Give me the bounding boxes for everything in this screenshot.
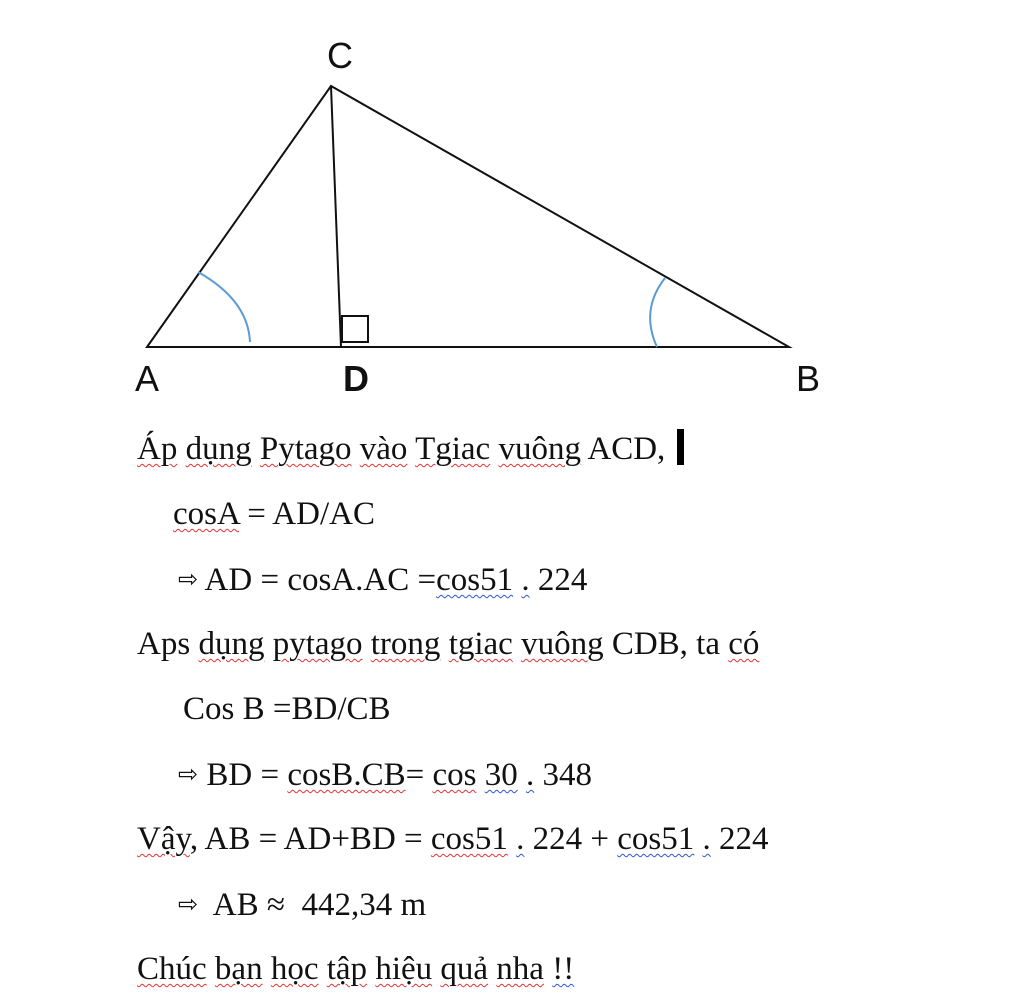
text: = AD/AC xyxy=(239,496,375,532)
text: Aps xyxy=(137,626,199,662)
word: cos51 xyxy=(430,821,508,857)
word: trong xyxy=(370,626,441,662)
text-cursor xyxy=(677,429,684,465)
space xyxy=(544,951,552,987)
word: Chúc xyxy=(137,951,207,987)
word: có xyxy=(728,626,760,662)
space xyxy=(476,757,484,793)
word: bạn xyxy=(214,951,263,987)
space xyxy=(440,626,448,662)
text-line-9[interactable] xyxy=(137,949,574,989)
text-line-6[interactable] xyxy=(178,754,592,795)
space xyxy=(694,821,702,857)
text-line-7[interactable] xyxy=(137,819,769,859)
space xyxy=(513,626,521,662)
word: Áp xyxy=(137,431,178,467)
word: quả xyxy=(440,951,489,987)
text: , AB = AD+BD = xyxy=(189,821,431,857)
space xyxy=(407,431,415,467)
angle-b-arc xyxy=(650,278,665,347)
word: . xyxy=(702,821,711,857)
word: hiệu xyxy=(375,951,433,987)
text: = xyxy=(405,757,433,793)
text-line-1[interactable] xyxy=(137,429,684,469)
text-line-2[interactable] xyxy=(173,494,375,534)
altitude-cd xyxy=(331,86,341,347)
text-line-3[interactable] xyxy=(178,559,587,600)
text: Cos B =BD/CB xyxy=(183,691,391,727)
word: cosA xyxy=(173,496,239,532)
vertex-label-b: B xyxy=(796,358,821,399)
text: AD = cosA.AC = xyxy=(198,562,437,598)
space xyxy=(207,951,215,987)
space xyxy=(363,626,371,662)
word: cos51 xyxy=(617,821,695,857)
word: Tgiac xyxy=(415,431,491,467)
word: tgiac xyxy=(448,626,513,662)
word: Pytago xyxy=(259,431,352,467)
word: dụng xyxy=(198,626,265,662)
word: vuông xyxy=(498,431,581,467)
word: 30 xyxy=(484,757,518,793)
vertex-label-d: D xyxy=(343,358,369,399)
right-angle-mark xyxy=(342,316,368,342)
space xyxy=(352,431,360,467)
triangle-figure xyxy=(0,0,1024,410)
arrow-icon: ⇨ xyxy=(178,760,199,788)
text-line-4[interactable] xyxy=(137,624,759,664)
text: AB ≈ 442,34 m xyxy=(198,887,427,923)
word: cosB.CB xyxy=(287,757,406,793)
text-line-5[interactable] xyxy=(183,689,391,729)
word: pytago xyxy=(272,626,363,662)
text: CDB, ta xyxy=(603,626,729,662)
text: ACD, xyxy=(580,431,666,467)
word: dụng xyxy=(185,431,252,467)
text: BD = xyxy=(198,757,288,793)
triangle-abc xyxy=(147,86,789,347)
arrow-icon: ⇨ xyxy=(178,565,199,593)
space xyxy=(318,951,326,987)
arrow-icon: ⇨ xyxy=(178,890,199,918)
word: vào xyxy=(359,431,408,467)
space xyxy=(508,821,516,857)
space xyxy=(264,626,272,662)
word: học xyxy=(270,951,319,987)
word: !! xyxy=(552,951,575,987)
word: . xyxy=(521,562,530,598)
word: vuông xyxy=(521,626,604,662)
space xyxy=(518,757,526,793)
word: tập xyxy=(326,951,368,987)
word: . xyxy=(516,821,525,857)
word: nha xyxy=(496,951,544,987)
word: . xyxy=(525,757,535,793)
word: cos xyxy=(432,757,477,793)
word: Vậy xyxy=(137,821,190,857)
space xyxy=(177,431,185,467)
space xyxy=(263,951,271,987)
space xyxy=(252,431,260,467)
text-line-8[interactable] xyxy=(178,884,426,925)
vertex-label-a: A xyxy=(135,358,160,399)
vertex-label-c: C xyxy=(327,35,353,76)
text: 224 + xyxy=(524,821,618,857)
angle-a-arc xyxy=(198,272,250,342)
word: cos51 xyxy=(436,562,514,598)
text: 224 xyxy=(529,562,588,598)
text: 224 xyxy=(710,821,769,857)
text: 348 xyxy=(534,757,592,793)
